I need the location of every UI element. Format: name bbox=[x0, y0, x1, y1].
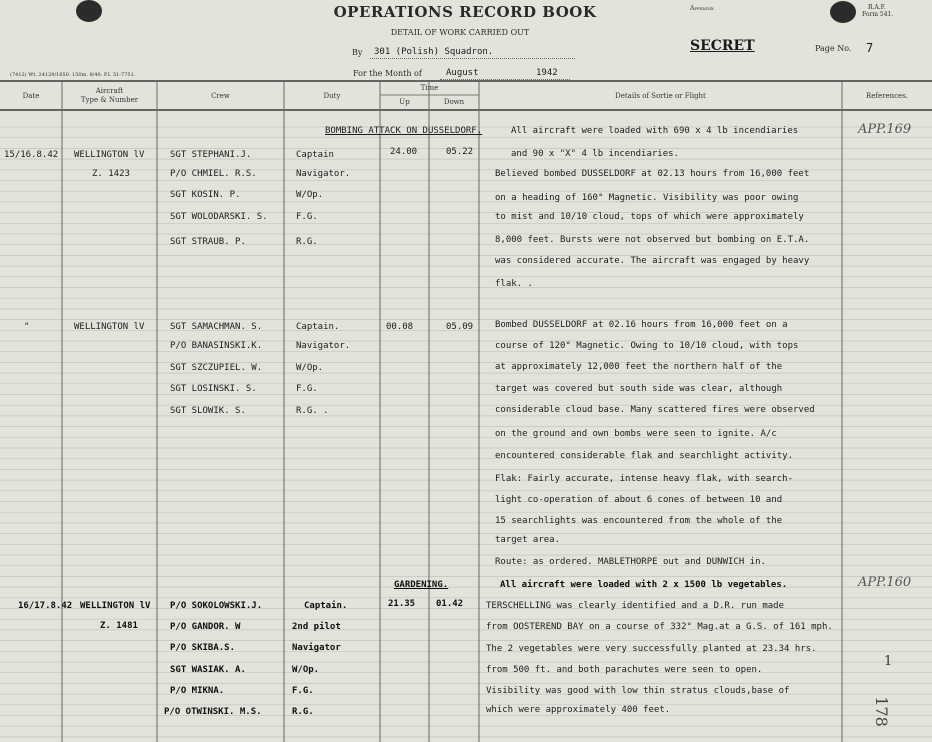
crew-name: P/O SOKOLOWSKI.J. bbox=[170, 601, 263, 611]
col-header-date: Date bbox=[22, 92, 40, 100]
crew-name: P/O MIKNA. bbox=[170, 686, 225, 696]
detail-line: All aircraft were loaded with 2 x 1500 lb vegetables. bbox=[500, 580, 788, 590]
crew-name: SGT KOSIN. P. bbox=[170, 190, 241, 200]
col-header-aircraft bbox=[62, 87, 157, 105]
detail-line: to mist and 10/10 cloud, tops of which were approximately bbox=[495, 212, 804, 222]
crew-name: P/O CHMIEL. R.S. bbox=[170, 169, 257, 179]
entry-1-heading: BOMBING ATTACK ON DUSSELDORF. bbox=[325, 126, 483, 136]
col-header-crew: Crew bbox=[211, 92, 230, 100]
page-subtitle: DETAIL OF WORK CARRIED OUT bbox=[390, 28, 530, 37]
crew-name: SGT STRAUB. P. bbox=[170, 237, 246, 247]
col-header-time: Time bbox=[420, 84, 439, 92]
detail-line: which were approximately 400 feet. bbox=[486, 705, 671, 715]
month-label: For the Month of bbox=[353, 69, 422, 78]
detail-line: and 90 x "X" 4 lb incendiaries. bbox=[511, 149, 679, 159]
crew-name: SGT WASIAK. A. bbox=[170, 665, 246, 675]
detail-line: All aircraft were loaded with 690 x 4 lb incendiaries bbox=[511, 126, 799, 136]
entry-1-aircraft-number: Z. 1423 bbox=[92, 169, 130, 179]
crew-duty: W/Op. bbox=[292, 665, 320, 675]
crew-name: P/O GANDOR. W bbox=[170, 622, 241, 632]
crew-duty: Captain. bbox=[296, 322, 340, 332]
page-number: 7 bbox=[866, 41, 874, 55]
year-value: 1942 bbox=[536, 68, 558, 78]
crew-duty: Navigator bbox=[292, 643, 341, 653]
form-label-number: Form 541. bbox=[862, 11, 894, 18]
col-header-down: Down bbox=[443, 98, 465, 106]
detail-line: target area. bbox=[495, 535, 561, 545]
col-header-references: References. bbox=[865, 92, 909, 100]
entry-3-reference: APP.160 bbox=[858, 575, 912, 590]
entry-3-time-up: 21.35 bbox=[388, 599, 416, 609]
detail-line: Believed bombed DUSSELDORF at 02.13 hours from 16,000 feet bbox=[495, 169, 810, 179]
appendix-label: Appendix bbox=[690, 5, 714, 12]
entry-1-time-down: 05.22 bbox=[446, 147, 474, 157]
entry-1-aircraft-type: WELLINGTON lV bbox=[74, 150, 145, 160]
detail-line: flak. . bbox=[495, 279, 533, 289]
month-value: August bbox=[446, 68, 479, 78]
crew-duty: Navigator. bbox=[296, 169, 351, 179]
entry-3-date: 16/17.8.42 bbox=[18, 601, 73, 611]
crew-name: P/O SKIBA.S. bbox=[170, 643, 236, 653]
crew-duty: W/Op. bbox=[296, 363, 324, 373]
squadron-rule bbox=[370, 58, 575, 59]
page-number-label: Page No. bbox=[815, 44, 852, 53]
detail-line: from OOSTEREND BAY on a course of 332° Mag.at a G.S. of 161 mph. bbox=[486, 622, 833, 632]
detail-line: on the ground and own bombs were seen to ignite. A/c bbox=[495, 429, 777, 439]
entry-3-aircraft-number: Z. 1481 bbox=[100, 621, 138, 631]
col-header-aircraft-line2: Type & Number bbox=[80, 96, 139, 104]
crew-duty: Captain. bbox=[304, 601, 348, 611]
detail-line: 15 searchlights was encountered from the whole of the bbox=[495, 516, 783, 526]
page-title: OPERATIONS RECORD BOOK bbox=[333, 3, 597, 21]
crew-duty: R.G. bbox=[292, 707, 314, 717]
entry-3-aircraft-type: WELLINGTON lV bbox=[80, 601, 151, 611]
detail-line: Bombed DUSSELDORF at 02.16 hours from 16,000 feet on a bbox=[495, 320, 788, 330]
squadron-name: 301 (Polish) Squadron. bbox=[374, 47, 494, 57]
detail-line: TERSCHELLING was clearly identified and a D.R. run made bbox=[486, 601, 785, 611]
crew-duty: F.G. bbox=[296, 384, 318, 394]
month-rule bbox=[440, 79, 570, 80]
detail-line: Visibility was good with low thin stratus clouds,base of bbox=[486, 686, 790, 696]
detail-line: from 500 ft. and both parachutes were seen to open. bbox=[486, 665, 763, 675]
detail-line: Flak: Fairly accurate, intense heavy flak, with search- bbox=[495, 474, 794, 484]
crew-name: P/O OTWINSKI. M.S. bbox=[164, 707, 262, 717]
print-reference: (7412) Wt. 24129/1650. 150m. 8/40. P.I. 51-7751. bbox=[10, 72, 136, 78]
detail-line: light co-operation of about 6 cones of between 10 and bbox=[495, 495, 783, 505]
crew-duty: 2nd pilot bbox=[292, 622, 341, 632]
crew-name: P/O BANASINSKI.K. bbox=[170, 341, 263, 351]
form-label-raf: R.A.F. bbox=[868, 4, 886, 11]
entry-2-date: " bbox=[24, 322, 30, 332]
col-header-details: Details of Sortie or Flight bbox=[615, 92, 706, 100]
col-header-duty: Duty bbox=[323, 92, 341, 100]
entry-1-reference: APP.169 bbox=[858, 122, 912, 137]
detail-line: encountered considerable flak and searchlight activity. bbox=[495, 451, 794, 461]
by-label: By bbox=[352, 48, 363, 57]
col-header-up: Up bbox=[399, 98, 410, 106]
crew-name: SGT STEPHANI.J. bbox=[170, 150, 252, 160]
entry-2-time-up: 00.08 bbox=[386, 322, 414, 332]
entry-3-time-down: 01.42 bbox=[436, 599, 464, 609]
detail-line: course of 120° Magnetic. Owing to 10/10 cloud, with tops bbox=[495, 341, 799, 351]
detail-line: was considered accurate. The aircraft was engaged by heavy bbox=[495, 256, 810, 266]
crew-duty: F.G. bbox=[296, 212, 318, 222]
crew-duty: W/Op. bbox=[296, 190, 324, 200]
crew-duty: Captain bbox=[296, 150, 334, 160]
crew-duty: R.G. . bbox=[296, 406, 329, 416]
detail-line: The 2 vegetables were very successfully planted at 23.34 hrs. bbox=[486, 644, 817, 654]
crew-duty: R.G. bbox=[296, 237, 318, 247]
crew-name: SGT SZCZUPIEL. W. bbox=[170, 363, 263, 373]
detail-line: 8,000 feet. Bursts were not observed but bombing on E.T.A. bbox=[495, 235, 810, 245]
detail-line: target was covered but south side was clear, although bbox=[495, 384, 783, 394]
detail-line: Route: as ordered. MABLETHORPE out and DUNWICH in. bbox=[495, 557, 766, 567]
corner-mark: 1 bbox=[884, 654, 893, 669]
classification-stamp: SECRET bbox=[690, 38, 755, 54]
detail-line: on a heading of 160° Magnetic. Visibility was poor owing bbox=[495, 193, 799, 203]
crew-name: SGT LOSINSKI. S. bbox=[170, 384, 257, 394]
entry-3-heading: GARDENING. bbox=[394, 580, 449, 590]
folio-number: 178 bbox=[871, 696, 891, 727]
entry-2-aircraft-type: WELLINGTON lV bbox=[74, 322, 145, 332]
entry-1-time-up: 24.00 bbox=[390, 147, 418, 157]
entry-2-time-down: 05.09 bbox=[446, 322, 474, 332]
detail-line: considerable cloud base. Many scattered fires were observed bbox=[495, 405, 815, 415]
detail-line: at approximately 12,000 feet the northern half of the bbox=[495, 362, 783, 372]
crew-duty: Navigator. bbox=[296, 341, 351, 351]
crew-name: SGT SLOWIK. S. bbox=[170, 406, 246, 416]
entry-1-date: 15/16.8.42 bbox=[4, 150, 59, 160]
crew-duty: F.G. bbox=[292, 686, 314, 696]
col-header-aircraft-line1: Aircraft bbox=[95, 87, 124, 95]
crew-name: SGT SAMACHMAN. S. bbox=[170, 322, 263, 332]
crew-name: SGT WOLODARSKI. S. bbox=[170, 212, 268, 222]
